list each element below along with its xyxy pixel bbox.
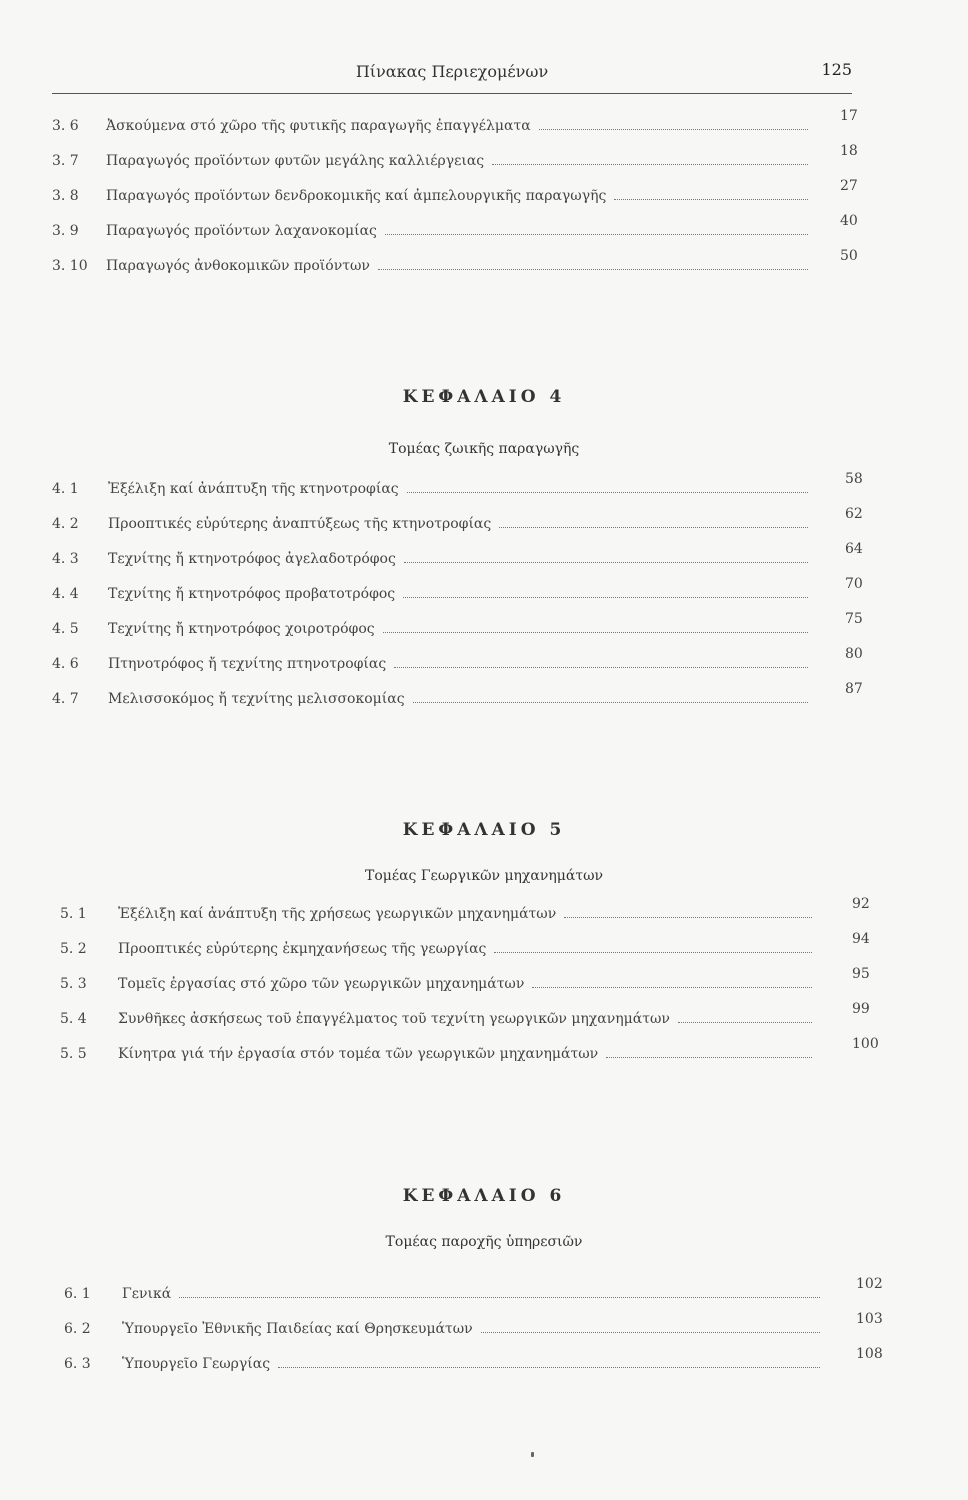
toc-dot-leader xyxy=(494,952,812,953)
toc-dot-leader xyxy=(394,667,808,668)
toc-entry-number: 6. 3 xyxy=(64,1356,91,1372)
toc-entry-page: 50 xyxy=(840,248,858,264)
toc-entry-number: 3. 7 xyxy=(52,153,79,169)
toc-list-chapter-4 xyxy=(0,471,968,726)
toc-dot-leader xyxy=(539,129,808,130)
toc-entry-page: 103 xyxy=(856,1311,883,1327)
toc-entry-number: 4. 6 xyxy=(52,656,79,672)
toc-entry-number: 4. 7 xyxy=(52,691,79,707)
toc-entry-page: 92 xyxy=(852,896,870,912)
toc-dot-leader xyxy=(614,199,808,200)
toc-entry-page: 58 xyxy=(845,471,863,487)
toc-entry-title: Ἀσκούμενα στό χῶρο τῆς φυτικῆς παραγωγῆς ἐπαγγέλματα xyxy=(106,118,531,134)
toc-entry-number: 3. 8 xyxy=(52,188,79,204)
toc-entry xyxy=(0,178,968,223)
toc-list-chapter-3 xyxy=(0,108,968,293)
toc-entry-number: 4. 4 xyxy=(52,586,79,602)
toc-entry-title: Ἐξέλιξη καί ἀνάπτυξη τῆς κτηνοτροφίας xyxy=(108,481,399,497)
toc-entry-number: 3. 10 xyxy=(52,258,88,274)
toc-entry-number: 4. 1 xyxy=(52,481,79,497)
toc-entry-title: Παραγωγός προϊόντων δενδροκομικῆς καί ἀμπελουργικῆς παραγωγῆς xyxy=(106,188,607,204)
toc-entry-title: Πτηνοτρόφος ἤ τεχνίτης πτηνοτροφίας xyxy=(108,656,387,672)
toc-entry xyxy=(0,108,968,153)
toc-entry-number: 5. 4 xyxy=(60,1011,87,1027)
toc-entry-title: Ὑπουργεῖο Γεωργίας xyxy=(122,1356,271,1372)
toc-entry xyxy=(0,506,968,551)
toc-dot-leader xyxy=(179,1297,820,1298)
toc-entry-page: 40 xyxy=(840,213,858,229)
toc-entry-page: 100 xyxy=(852,1036,879,1052)
toc-entry-title: Παραγωγός προϊόντων φυτῶν μεγάλης καλλιέργειας xyxy=(106,153,485,169)
toc-entry-title: Συνθῆκες ἀσκήσεως τοῦ ἐπαγγέλματος τοῦ τεχνίτη γεωργικῶν μηχανημάτων xyxy=(118,1011,670,1027)
chapter-subtitle: Τομέας παροχῆς ὑπηρεσιῶν xyxy=(385,1234,583,1250)
toc-entry-number: 5. 1 xyxy=(60,906,87,922)
toc-entry-page: 95 xyxy=(852,966,870,982)
header-rule xyxy=(52,93,852,94)
toc-list-chapter-6 xyxy=(0,1276,968,1391)
toc-entry-page: 17 xyxy=(840,108,858,124)
toc-dot-leader xyxy=(492,164,808,165)
toc-entry xyxy=(0,681,968,726)
toc-entry-page: 102 xyxy=(856,1276,883,1292)
chapter-subtitle: Τομέας Γεωργικῶν μηχανημάτων xyxy=(364,868,603,884)
toc-dot-leader xyxy=(564,917,812,918)
toc-entry xyxy=(0,931,968,976)
toc-entry-number: 6. 2 xyxy=(64,1321,91,1337)
toc-entry-number: 5. 5 xyxy=(60,1046,87,1062)
toc-entry xyxy=(0,966,968,1011)
toc-entry-title: Παραγωγός προϊόντων λαχανοκομίας xyxy=(106,223,377,239)
toc-dot-leader xyxy=(606,1057,812,1058)
chapter-title: ΚΕΦΑΛΑΙΟ 4 xyxy=(402,387,566,407)
toc-dot-leader xyxy=(403,597,808,598)
toc-entry xyxy=(0,1001,968,1046)
toc-entry-page: 62 xyxy=(845,506,863,522)
toc-entry-number: 5. 2 xyxy=(60,941,87,957)
toc-entry xyxy=(0,1346,968,1391)
toc-entry-title: Τεχνίτης ἤ κτηνοτρόφος χοιροτρόφος xyxy=(108,621,375,637)
toc-entry-page: 108 xyxy=(856,1346,883,1362)
toc-entry-title: Μελισσοκόμος ἤ τεχνίτης μελισσοκομίας xyxy=(108,691,405,707)
toc-entry-number: 4. 5 xyxy=(52,621,79,637)
toc-dot-leader xyxy=(481,1332,820,1333)
toc-entry-page: 64 xyxy=(845,541,863,557)
toc-entry xyxy=(0,1311,968,1356)
toc-dot-leader xyxy=(407,492,808,493)
toc-entry xyxy=(0,646,968,691)
toc-entry-page: 75 xyxy=(845,611,863,627)
chapter-title: ΚΕΦΑΛΑΙΟ 6 xyxy=(402,1186,566,1206)
toc-entry-title: Τεχνίτης ἤ κτηνοτρόφος προβατοτρόφος xyxy=(108,586,396,602)
toc-entry-number: 4. 2 xyxy=(52,516,79,532)
toc-dot-leader xyxy=(383,632,808,633)
toc-entry xyxy=(0,471,968,516)
toc-entry-number: 3. 9 xyxy=(52,223,79,239)
toc-entry xyxy=(0,576,968,621)
toc-entry-page: 87 xyxy=(845,681,863,697)
toc-dot-leader xyxy=(404,562,808,563)
toc-dot-leader xyxy=(378,269,808,270)
toc-entry-number: 4. 3 xyxy=(52,551,79,567)
toc-entry-number: 6. 1 xyxy=(64,1286,91,1302)
toc-entry-title: Τομεῖς ἐργασίας στό χῶρο τῶν γεωργικῶν μηχανημάτων xyxy=(118,976,525,992)
toc-dot-leader xyxy=(678,1022,812,1023)
toc-entry xyxy=(0,1276,968,1321)
toc-entry-page: 70 xyxy=(845,576,863,592)
toc-entry xyxy=(0,213,968,258)
toc-entry-page: 18 xyxy=(840,143,858,159)
running-title: Πίνακας Περιεχομένων xyxy=(355,62,549,81)
toc-entry-page: 99 xyxy=(852,1001,870,1017)
toc-entry-title: Τεχνίτης ἤ κτηνοτρόφος ἀγελαδοτρόφος xyxy=(108,551,396,567)
toc-entry-page: 94 xyxy=(852,931,870,947)
toc-entry xyxy=(0,248,968,293)
toc-entry-title: Προοπτικές εὐρύτερης ἀναπτύξεως τῆς κτηνοτροφίας xyxy=(108,516,492,532)
toc-entry-number: 3. 6 xyxy=(52,118,79,134)
toc-dot-leader xyxy=(278,1367,820,1368)
chapter-title: ΚΕΦΑΛΑΙΟ 5 xyxy=(402,820,566,840)
toc-entry-title: Κίνητρα γιά τήν ἐργασία στόν τομέα τῶν γεωργικῶν μηχανημάτων xyxy=(118,1046,599,1062)
chapter-3-continuation xyxy=(0,108,968,293)
toc-entry-title: Γενικά xyxy=(122,1286,172,1302)
toc-entry-title: Ἐξέλιξη καί ἀνάπτυξη τῆς χρήσεως γεωργικῶν μηχανημάτων xyxy=(118,906,557,922)
toc-list-chapter-5 xyxy=(0,896,968,1081)
chapter-5 xyxy=(0,820,968,1081)
running-header xyxy=(52,58,852,88)
toc-dot-leader xyxy=(532,987,812,988)
chapter-4 xyxy=(0,387,968,726)
toc-entry xyxy=(0,143,968,188)
toc-dot-leader xyxy=(499,527,808,528)
page-number: 125 xyxy=(821,60,852,79)
toc-dot-leader xyxy=(385,234,808,235)
chapter-6 xyxy=(0,1186,968,1391)
toc-entry-page: 27 xyxy=(840,178,858,194)
chapter-subtitle: Τομέας ζωικῆς παραγωγῆς xyxy=(388,441,580,457)
stray-ink-mark xyxy=(531,1452,534,1457)
toc-entry-title: Παραγωγός ἀνθοκομικῶν προϊόντων xyxy=(106,258,370,274)
toc-entry xyxy=(0,896,968,941)
toc-entry-title: Ὑπουργεῖο Ἐθνικῆς Παιδείας καί Θρησκευμάτων xyxy=(122,1321,473,1337)
toc-entry xyxy=(0,611,968,656)
toc-entry-title: Προοπτικές εὐρύτερης ἐκμηχανήσεως τῆς γεωργίας xyxy=(118,941,487,957)
toc-entry xyxy=(0,1036,968,1081)
toc-entry-page: 80 xyxy=(845,646,863,662)
toc-entry-number: 5. 3 xyxy=(60,976,87,992)
toc-dot-leader xyxy=(413,702,808,703)
toc-entry xyxy=(0,541,968,586)
